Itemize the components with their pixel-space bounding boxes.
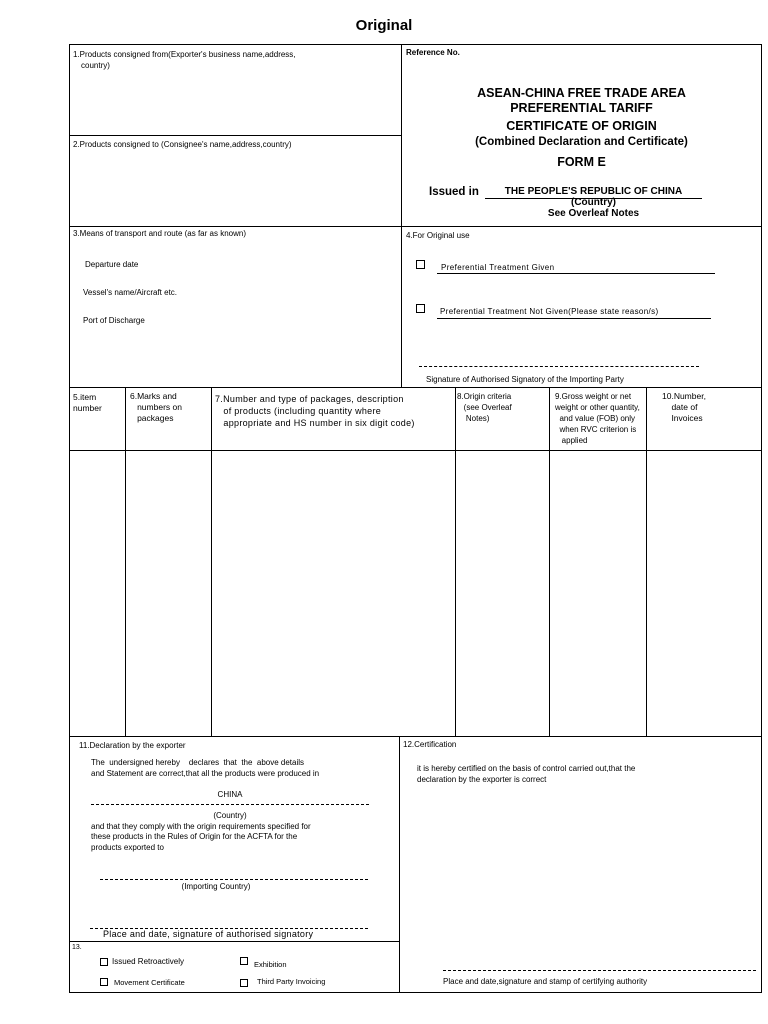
transport-field[interactable] — [200, 245, 396, 380]
heading-line2: PREFERENTIAL TARIFF — [510, 101, 653, 115]
heading-line1: ASEAN-CHINA FREE TRADE AREA — [477, 86, 686, 100]
col-weight-header: 9.Gross weight or net weight or other quantity, and value (FOB) only when RVC criterion is applied — [555, 392, 640, 445]
box13-label: 13. — [72, 944, 82, 951]
overleaf-notes: See Overleaf Notes — [547, 208, 640, 219]
exporter-signature-caption: Place and date, signature of authorised signatory — [103, 929, 314, 939]
box1-label: 1.Products consigned from(Exporter's business name,address, — [73, 50, 296, 59]
page-title: Original — [355, 17, 413, 34]
vessel-label: Vessel's name/Aircraft etc. — [83, 288, 178, 297]
declaration-text-5: products exported to — [91, 843, 164, 852]
third-party-invoicing-label: Third Party Invoicing — [257, 977, 326, 986]
producing-country-value: CHINA — [217, 790, 243, 799]
importing-country-line — [100, 879, 368, 880]
divider-box11-box13 — [69, 941, 399, 942]
box11-label: 11.Declaration by the exporter — [79, 741, 186, 750]
exhibition-checkbox[interactable] — [240, 957, 248, 965]
certifying-authority-field[interactable] — [405, 790, 757, 966]
col-description-header: 7.Number and type of packages, description of products (including quantity where appropriate and HS number in six digit code) — [215, 394, 415, 428]
port-label: Port of Discharge — [83, 316, 145, 325]
divider-box3-columns — [69, 387, 762, 388]
origin-criteria-cell[interactable] — [456, 451, 549, 735]
producing-country-caption: (Country) — [213, 811, 247, 820]
exporter-field[interactable] — [72, 74, 398, 132]
col-invoice-header: 10.Number, date of Invoices — [662, 391, 706, 423]
declaration-text-2: and Statement are correct,that all the products were produced in — [91, 769, 320, 778]
movement-certificate-checkbox[interactable] — [100, 978, 108, 986]
invoice-cell[interactable] — [647, 451, 761, 735]
certification-text-2: declaration by the exporter is correct — [417, 775, 547, 784]
exhibition-label: Exhibition — [254, 960, 287, 969]
country-caption: (Country) — [571, 197, 616, 208]
item-number-cell[interactable] — [70, 451, 125, 735]
importing-country-field[interactable] — [100, 864, 368, 878]
weight-value-cell[interactable] — [550, 451, 646, 735]
heading-line3: CERTIFICATE OF ORIGIN — [506, 119, 657, 133]
importing-signature-caption: Signature of Authorised Signatory of the Importing Party — [426, 375, 624, 384]
declaration-text-3: and that they comply with the origin requirements specified for — [91, 822, 311, 831]
box3-label: 3.Means of transport and route (as far as known) — [73, 229, 246, 238]
issued-in-value: THE PEOPLE'S REPUBLIC OF CHINA — [504, 186, 683, 197]
col-origin-header: 8.Origin criteria (see Overleaf Notes) — [457, 392, 512, 423]
divider-columns-box11 — [69, 736, 762, 737]
treatment-not-given-label: Preferential Treatment Not Given(Please state reason/s) — [440, 307, 659, 316]
producing-country-line — [91, 804, 369, 805]
certifying-signature-line — [443, 970, 756, 971]
col-marks-header: 6.Marks and numbers on packages — [130, 391, 182, 423]
divider-box2-box3 — [69, 226, 762, 227]
treatment-not-given-checkbox[interactable] — [416, 304, 425, 313]
treatment-given-checkbox[interactable] — [416, 260, 425, 269]
divider-box1-box2 — [69, 135, 401, 136]
treatment-given-label: Preferential Treatment Given — [441, 263, 555, 272]
issued-in-label: Issued in — [429, 186, 479, 198]
issued-retroactively-label: Issued Retroactively — [112, 957, 185, 966]
certifying-signature-caption: Place and date,signature and stamp of certifying authority — [443, 977, 648, 986]
reference-field[interactable] — [470, 46, 758, 58]
exporter-signature-field[interactable] — [90, 905, 368, 927]
marks-cell[interactable] — [126, 451, 211, 735]
box4-label: 4.For Original use — [406, 231, 470, 240]
importing-signature-line — [419, 366, 699, 367]
consignee-field[interactable] — [72, 153, 398, 223]
departure-date-label: Departure date — [85, 260, 139, 269]
col-item-number-header: 5.item number — [73, 392, 102, 413]
certification-text-1: it is hereby certified on the basis of control carried out,that the — [417, 764, 636, 773]
treatment-not-given-line — [437, 318, 711, 319]
box12-label: 12.Certification — [403, 740, 457, 749]
issued-retroactively-checkbox[interactable] — [100, 958, 108, 966]
form-name: FORM E — [557, 155, 606, 169]
description-cell[interactable] — [212, 451, 455, 735]
treatment-given-line — [437, 273, 715, 274]
box2-label: 2.Products consigned to (Consignee's name,address,country) — [73, 140, 292, 149]
heading-line4: (Combined Declaration and Certificate) — [475, 136, 688, 148]
movement-certificate-label: Movement Certificate — [114, 978, 185, 987]
reference-label: Reference No. — [406, 48, 460, 57]
third-party-invoicing-checkbox[interactable] — [240, 979, 248, 987]
importing-country-caption: (Importing Country) — [181, 882, 251, 891]
declaration-text-1: The undersigned hereby declares that the above details — [91, 758, 305, 767]
box1-label-cont: country) — [81, 61, 110, 70]
declaration-text-4: these products in the Rules of Origin for the ACFTA for the — [91, 832, 298, 841]
divider-bottom-vertical — [399, 736, 400, 993]
